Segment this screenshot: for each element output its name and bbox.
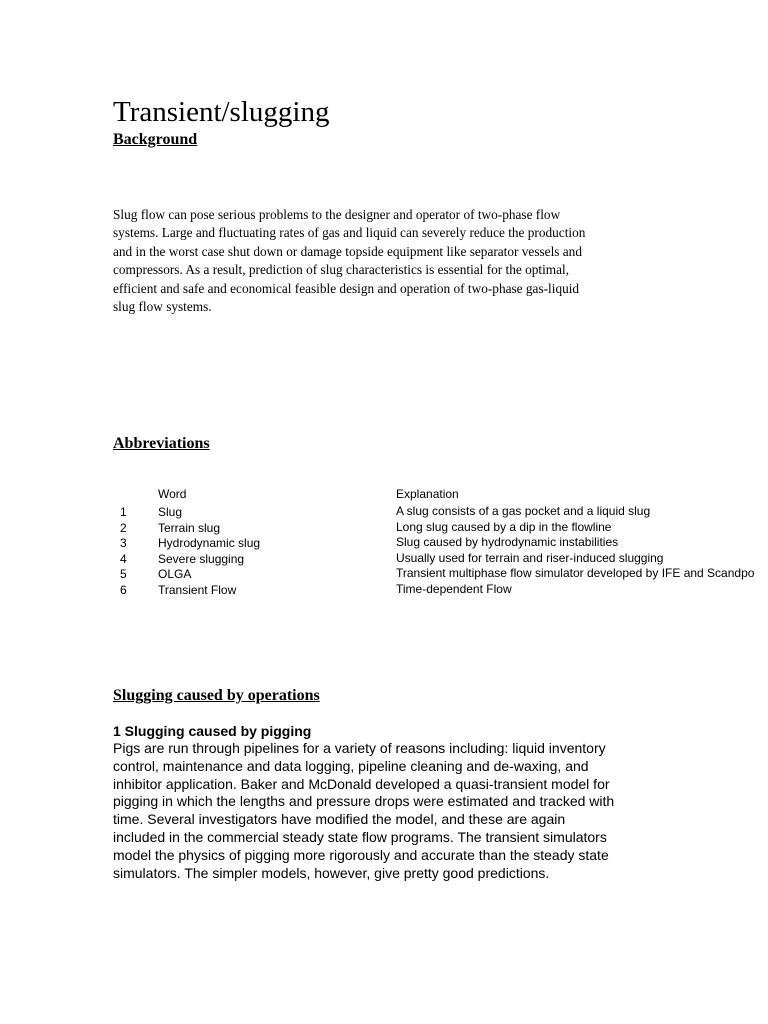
column-header-explanation: Explanation	[396, 487, 459, 501]
document-title: Transient/slugging	[113, 96, 330, 128]
paragraph-line: slug flow systems.	[113, 299, 212, 315]
abbreviations-heading: Abbreviations	[113, 435, 210, 452]
row-word: OLGA	[158, 567, 192, 581]
row-number: 4	[120, 551, 127, 566]
row-number: 1	[120, 505, 127, 519]
paragraph-line: Slug flow can pose serious problems to the designer and operator of two-phase flow	[113, 207, 561, 222]
row-word: Severe slugging	[158, 551, 245, 566]
operations-heading: Slugging caused by operations	[113, 687, 320, 704]
paragraph-line: efficient and safe and economical feasible design and operation of two-phase gas-liquid	[113, 280, 580, 296]
row-word: Transient Flow	[158, 582, 237, 597]
paragraph-line: simulators. The simpler models, however, give pretty good predictions.	[113, 864, 550, 881]
paragraph-line: control, maintenance and data logging, pipeline cleaning and de-waxing, and	[113, 757, 589, 774]
abbreviations-table	[0, 485, 768, 605]
row-number: 2	[120, 520, 127, 535]
paragraph-line: model the physics of pigging more rigorously and accurate than the steady state	[113, 846, 609, 863]
paragraph-line: inhibitor application. Baker and McDonald developed a quasi-transient model for	[113, 775, 610, 792]
row-word: Slug	[158, 505, 183, 519]
background-heading: Background	[113, 131, 198, 148]
row-explanation: A slug consists of a gas pocket and a liquid slug	[396, 504, 651, 518]
row-number: 3	[120, 536, 127, 550]
row-explanation: Usually used for terrain and riser-induced slugging	[396, 550, 664, 565]
row-number: 5	[120, 567, 127, 581]
paragraph-line: included in the commercial steady state flow programs. The transient simulators	[113, 828, 607, 845]
column-header-word: Word	[158, 487, 187, 501]
row-explanation: Transient multiphase flow simulator developed by IFE and Scandpo	[396, 566, 755, 580]
row-word: Terrain slug	[158, 520, 221, 535]
paragraph-line: Pigs are run through pipelines for a variety of reasons including: liquid inventory	[113, 740, 606, 756]
paragraph-line: systems. Large and fluctuating rates of gas and liquid can severely reduce the production	[113, 225, 586, 241]
row-explanation: Long slug caused by a dip in the flowline	[396, 519, 612, 534]
pigging-subheading: 1 Slugging caused by pigging	[113, 723, 312, 739]
pigging-paragraph	[113, 740, 673, 882]
paragraph-line: time. Several investigators have modified the model, and these are again	[113, 811, 566, 828]
row-explanation: Time-dependent Flow	[396, 581, 512, 596]
background-paragraph	[113, 206, 658, 316]
paragraph-line: pigging in which the lengths and pressure drops were estimated and tracked with	[113, 793, 615, 810]
row-explanation: Slug caused by hydrodynamic instabilities	[396, 535, 619, 549]
row-word: Hydrodynamic slug	[158, 536, 261, 550]
paragraph-line: compressors. As a result, prediction of slug characteristics is essential for the optimal,	[113, 262, 570, 278]
paragraph-line: and in the worst case shut down or damage topside equipment like separator vessels and	[113, 243, 582, 259]
row-number: 6	[120, 582, 127, 597]
